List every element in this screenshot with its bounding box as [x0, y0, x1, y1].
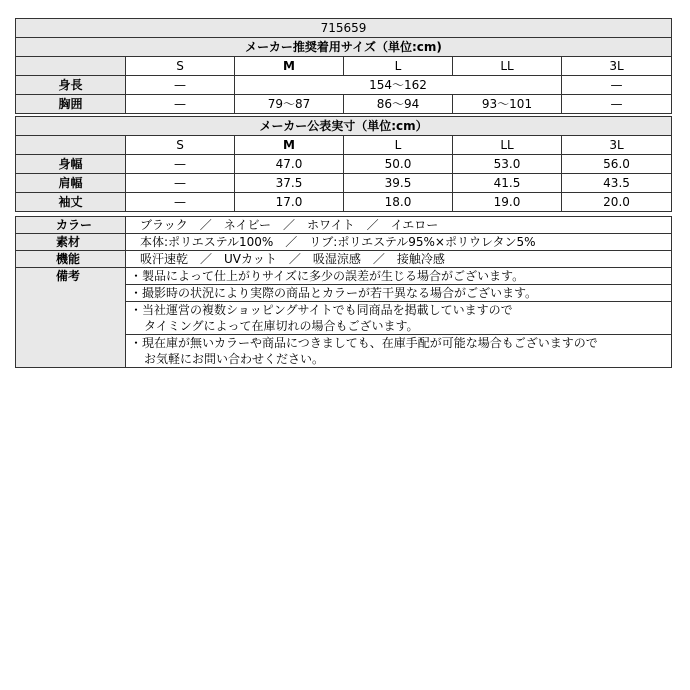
measure-cell: 20.0	[562, 193, 672, 212]
note-line: ・製品によって仕上がりサイズに多少の誤差が生じる場合がございます。	[126, 268, 671, 285]
color-label: カラー	[16, 217, 126, 234]
chest-label: 胸囲	[16, 95, 126, 114]
measure-cell: 19.0	[453, 193, 562, 212]
actual-size-table	[15, 116, 672, 212]
measure-cell: 37.5	[235, 174, 344, 193]
note-line: ・当社運営の複数ショッピングサイトでも同商品を掲載していますので	[130, 303, 513, 317]
measure-cell: 56.0	[562, 155, 672, 174]
size-header: S	[126, 57, 235, 76]
recommended-size-table	[15, 18, 672, 114]
measure-cell: —	[126, 155, 235, 174]
chest-cell: 79〜87	[235, 95, 344, 114]
height-range-cell: 154〜162	[235, 76, 562, 95]
size-header: LL	[453, 57, 562, 76]
product-code: 715659	[16, 19, 672, 38]
chest-cell: 86〜94	[344, 95, 453, 114]
notes-label: 備考	[16, 268, 126, 368]
recommended-size-title: メーカー推奨着用サイズ（単位:cm)	[16, 38, 672, 57]
chest-cell: —	[126, 95, 235, 114]
measure-cell: —	[126, 193, 235, 212]
shoulder-width-label: 肩幅	[16, 174, 126, 193]
note-line: ・撮影時の状況により実際の商品とカラーが若干異なる場合がございます。	[126, 285, 671, 302]
height-cell: —	[126, 76, 235, 95]
function-value: 吸汗速乾 ／ UVカット ／ 吸湿涼感 ／ 接触冷感	[126, 251, 672, 268]
size-header: L	[344, 57, 453, 76]
size-header: 3L	[562, 57, 672, 76]
material-label: 素材	[16, 234, 126, 251]
note-line: ・現在庫が無いカラーや商品につきましても、在庫手配が可能な場合もございますので	[130, 336, 598, 350]
size-header: LL	[453, 136, 562, 155]
measure-cell: 17.0	[235, 193, 344, 212]
body-width-label: 身幅	[16, 155, 126, 174]
measure-cell: —	[126, 174, 235, 193]
measure-cell: 41.5	[453, 174, 562, 193]
chest-cell: —	[562, 95, 672, 114]
note-line: タイミングによって在庫切れの場合もございます。	[126, 318, 671, 335]
size-header: L	[344, 136, 453, 155]
size-header: M	[235, 136, 344, 155]
height-cell: —	[562, 76, 672, 95]
measure-cell: 50.0	[344, 155, 453, 174]
measure-cell: 18.0	[344, 193, 453, 212]
actual-size-title: メーカー公表実寸（単位:cm）	[16, 117, 672, 136]
function-label: 機能	[16, 251, 126, 268]
measure-cell: 43.5	[562, 174, 672, 193]
note-line: お気軽にお問い合わせください。	[144, 352, 325, 366]
header-blank	[16, 136, 126, 155]
material-value: 本体:ポリエステル100% ／ リブ:ポリエステル95%×ポリウレタン5%	[126, 234, 672, 251]
spec-table	[15, 216, 672, 368]
height-label: 身長	[16, 76, 126, 95]
chest-cell: 93〜101	[453, 95, 562, 114]
measure-cell: 39.5	[344, 174, 453, 193]
measure-cell: 47.0	[235, 155, 344, 174]
sleeve-length-label: 袖丈	[16, 193, 126, 212]
measure-cell: 53.0	[453, 155, 562, 174]
color-value: ブラック ／ ネイビー ／ ホワイト ／ イエロー	[126, 217, 672, 234]
size-header: 3L	[562, 136, 672, 155]
header-blank	[16, 57, 126, 76]
notes-cell	[126, 268, 672, 368]
size-header: M	[235, 57, 344, 76]
size-header: S	[126, 136, 235, 155]
